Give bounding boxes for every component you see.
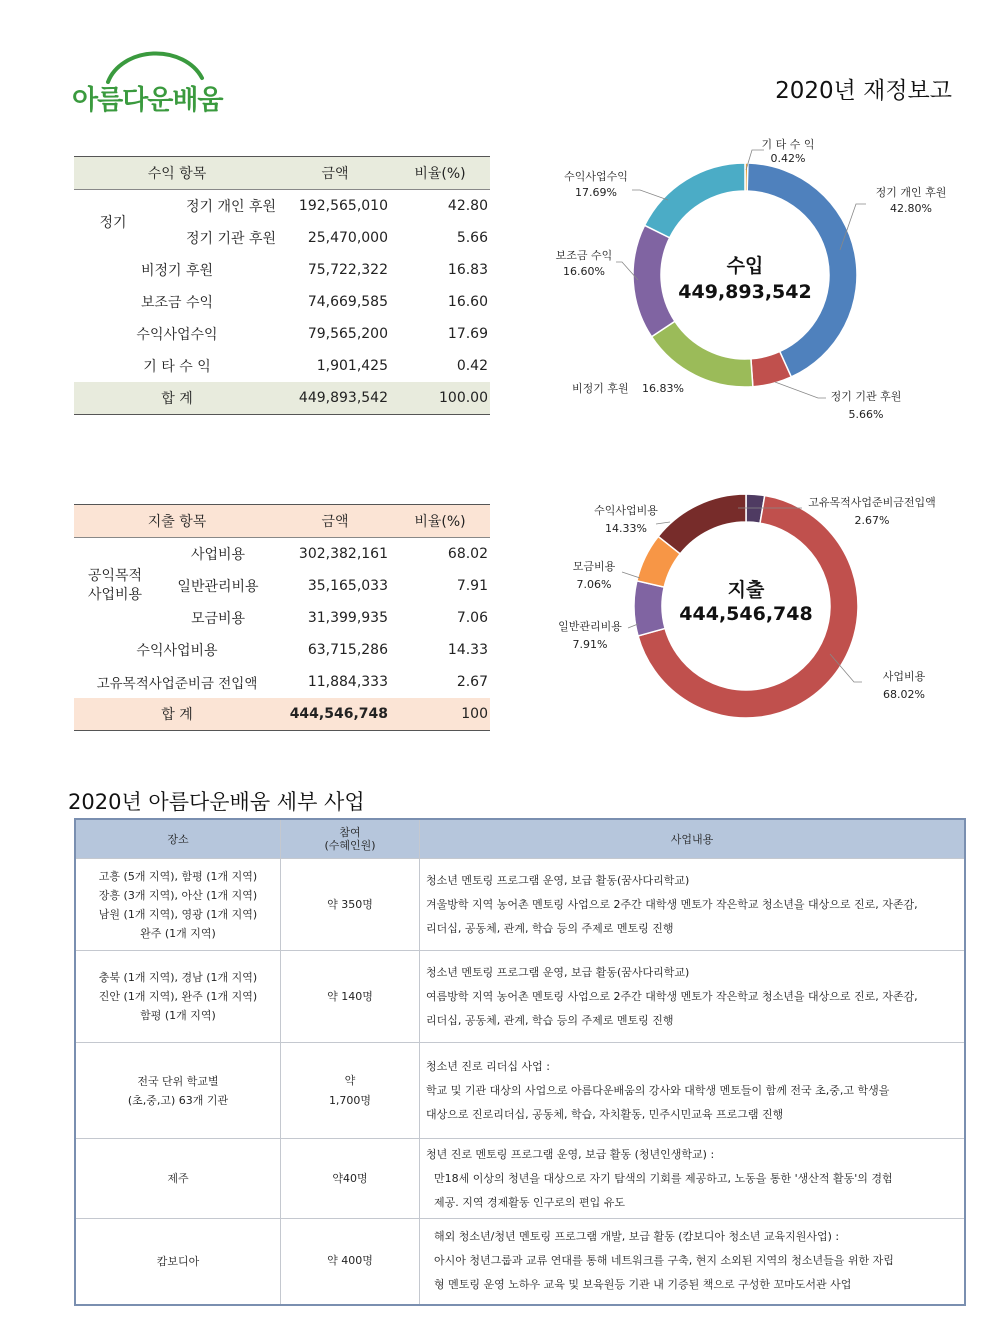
expense-label-name: 일반관리비용 bbox=[558, 620, 622, 633]
expense-donut-chart bbox=[520, 482, 980, 732]
income-row-amount: 192,565,010 bbox=[298, 198, 388, 214]
table-row bbox=[74, 190, 490, 223]
income-header-ratio: 비율(%) bbox=[390, 157, 490, 190]
detail-place-line: 충북 (1개 지역), 경남 (1개 지역) bbox=[98, 971, 258, 984]
expense-row-label: 수익사업비용 bbox=[136, 643, 218, 659]
income-row-ratio: 0.42 bbox=[456, 358, 488, 374]
table-row bbox=[75, 1139, 965, 1219]
income-row-amount: 75,722,322 bbox=[307, 262, 388, 278]
table-row bbox=[75, 1043, 965, 1139]
table-row bbox=[74, 538, 490, 571]
detail-place-cell bbox=[75, 859, 281, 951]
leader-line bbox=[622, 572, 640, 578]
expense-total-amount: 444,546,748 bbox=[280, 698, 390, 731]
detail-table-header bbox=[75, 819, 965, 859]
income-row-ratio: 5.66 bbox=[456, 230, 488, 246]
detail-content-line: 아시아 청년그룹과 교류 연대를 통해 네트워크를 구축, 현지 소외된 지역의 청소년들을 위한 자립 bbox=[434, 1254, 894, 1268]
table-row bbox=[74, 318, 490, 350]
expense-center-title: 지출 bbox=[727, 579, 765, 601]
income-label-name: 비정기 후원 bbox=[572, 382, 629, 395]
logo-text: 아름다운배움 bbox=[72, 85, 223, 116]
detail-header-participants bbox=[281, 819, 420, 859]
leader-line bbox=[775, 382, 826, 398]
income-table bbox=[74, 156, 490, 415]
detail-content-line: 겨울방학 지역 농어촌 멘토링 사업으로 2주간 대학생 멘토가 작은학교 청소년을 대상으로 진로, 자존감, bbox=[426, 897, 918, 911]
table-row bbox=[74, 286, 490, 318]
income-label-value: 0.42% bbox=[770, 152, 806, 165]
detail-place-line: 전국 단위 학교별 bbox=[137, 1074, 219, 1088]
income-label-name: 보조금 수익 bbox=[555, 249, 613, 262]
expense-row-ratio: 2.67 bbox=[456, 674, 488, 690]
expense-row-amount: 63,715,286 bbox=[307, 642, 388, 658]
expense-total-ratio: 100 bbox=[390, 698, 490, 731]
income-row-amount: 1,901,425 bbox=[316, 358, 388, 374]
detail-content-cell bbox=[420, 951, 966, 1043]
income-total-amount: 449,893,542 bbox=[280, 382, 390, 415]
expense-label-value: 14.33% bbox=[605, 522, 647, 535]
detail-content-line: 만18세 이상의 청년을 대상으로 자기 탐색의 기회를 제공하고, 노동을 통한 '생산적 활동'의 경험 bbox=[434, 1171, 893, 1185]
expense-row-label: 고유목적사업준비금 전입액 bbox=[96, 676, 258, 692]
expense-label-name: 모금비용 bbox=[572, 560, 616, 573]
expense-label-name: 사업비용 bbox=[882, 670, 926, 683]
detail-content-cell bbox=[420, 859, 966, 951]
detail-header-content: 사업내용 bbox=[420, 819, 966, 859]
detail-participants-cell bbox=[281, 1043, 420, 1139]
income-row-label: 정기 기관 후원 bbox=[185, 231, 277, 247]
income-header-amount: 금액 bbox=[280, 157, 390, 190]
expense-label-name: 수익사업비용 bbox=[594, 504, 658, 517]
expense-row-amount: 11,884,333 bbox=[307, 674, 388, 690]
detail-table bbox=[74, 818, 966, 1306]
income-row-label: 기 타 수 익 bbox=[143, 359, 211, 375]
detail-header-place: 장소 bbox=[75, 819, 281, 859]
income-label-value: 16.60% bbox=[563, 265, 605, 278]
income-row-label: 정기 개인 후원 bbox=[185, 199, 277, 215]
table-row bbox=[75, 859, 965, 951]
expense-row-amount: 31,399,935 bbox=[307, 610, 388, 626]
report-title: 2020년 재정보고 bbox=[775, 78, 952, 104]
income-row-ratio: 42.80 bbox=[447, 198, 488, 214]
expense-group-label bbox=[74, 538, 156, 635]
expense-group-label-line2: 사업비용 bbox=[87, 587, 143, 603]
income-row-ratio: 16.60 bbox=[447, 294, 488, 310]
detail-participants-line: 약 140명 bbox=[327, 989, 373, 1003]
expense-total-row bbox=[74, 698, 490, 731]
logo bbox=[72, 38, 223, 118]
income-row-amount: 79,565,200 bbox=[307, 326, 388, 342]
income-total-row bbox=[74, 382, 490, 415]
detail-place-line: 장흥 (3개 지역), 아산 (1개 지역) bbox=[98, 888, 258, 902]
income-label-value: 5.66% bbox=[848, 408, 884, 421]
income-group-label: 정기 bbox=[99, 215, 127, 231]
expense-label-name: 고유목적사업준비금전입액 bbox=[808, 496, 936, 509]
detail-participants-cell bbox=[281, 1139, 420, 1219]
expense-header-ratio: 비율(%) bbox=[390, 505, 490, 538]
expense-group-label-line1: 공익목적 bbox=[87, 568, 143, 584]
income-label-value: 42.80% bbox=[890, 202, 932, 215]
detail-place-line: 진안 (1개 지역), 완주 (1개 지역) bbox=[98, 990, 258, 1003]
detail-content-line: 제공. 지역 경제활동 인구로의 편입 유도 bbox=[434, 1195, 625, 1209]
donut-slice-4 bbox=[633, 225, 675, 336]
detail-place-line: 고흥 (5개 지역), 함평 (1개 지역) bbox=[98, 869, 258, 883]
donut-slice-2 bbox=[634, 581, 665, 636]
table-row bbox=[75, 951, 965, 1043]
table-row bbox=[74, 254, 490, 286]
detail-place-line: 제주 bbox=[167, 1172, 189, 1185]
detail-content-cell bbox=[420, 1219, 966, 1305]
expense-row-ratio: 7.06 bbox=[456, 610, 488, 626]
detail-participants-line: 약 400명 bbox=[327, 1254, 373, 1268]
table-row bbox=[74, 634, 490, 666]
detail-content-line: 청소년 멘토링 프로그램 운영, 보급 활동(꿈사다리학교) bbox=[426, 965, 690, 979]
detail-place-line: 남원 (1개 지역), 영광 (1개 지역) bbox=[98, 907, 258, 921]
income-center-title: 수입 bbox=[726, 255, 764, 277]
detail-place-cell bbox=[75, 1219, 281, 1305]
income-table-header bbox=[74, 157, 490, 190]
detail-participants-cell bbox=[281, 951, 420, 1043]
expense-row-ratio: 7.91 bbox=[456, 578, 488, 594]
donut-slice-4 bbox=[658, 494, 746, 554]
detail-content-line: 청소년 멘토링 프로그램 운영, 보급 활동(꿈사다리학교) bbox=[426, 873, 690, 887]
income-center-value: 449,893,542 bbox=[678, 281, 812, 303]
detail-content-line: 대상으로 진로리더십, 공동체, 학습, 자치활동, 민주시민교육 프로그램 진행 bbox=[426, 1107, 784, 1121]
detail-participants-line: 약 bbox=[344, 1073, 356, 1087]
income-label-name: 정기 개인 후원 bbox=[875, 186, 947, 199]
detail-place-cell bbox=[75, 1139, 281, 1219]
detail-section-title: 2020년 아름다운배움 세부 사업 bbox=[68, 790, 365, 814]
expense-row-label: 사업비용 bbox=[190, 547, 246, 563]
income-row-amount: 74,669,585 bbox=[307, 294, 388, 310]
detail-place-line: 완주 (1개 지역) bbox=[140, 926, 216, 940]
detail-participants-line: 약 350명 bbox=[327, 897, 373, 911]
detail-place-line: 함평 (1개 지역) bbox=[140, 1009, 216, 1022]
detail-content-line: 여름방학 지역 농어촌 멘토링 사업으로 2주간 대학생 멘토가 작은학교 청소년을 대상으로 진로, 자존감, bbox=[426, 989, 918, 1003]
income-label-name: 기 타 수 익 bbox=[761, 138, 815, 151]
detail-content-line: 학교 및 기관 대상의 사업으로 아름다운배움의 강사와 대학생 멘토들이 함께 전국 초,중,고 학생을 bbox=[426, 1083, 890, 1097]
detail-header-participants-line2: (수혜인원) bbox=[324, 839, 376, 852]
detail-content-line: 형 멘토링 운영 노하우 교육 및 보육원등 기관 내 기증된 책으로 구성한 꼬마도서관 사업 bbox=[434, 1278, 852, 1292]
income-row-ratio: 17.69 bbox=[447, 326, 488, 342]
expense-row-label: 모금비용 bbox=[190, 611, 246, 627]
detail-content-cell bbox=[420, 1043, 966, 1139]
detail-participants-cell bbox=[281, 1219, 420, 1305]
income-label-value: 17.69% bbox=[575, 186, 617, 199]
donut-slice-5 bbox=[645, 163, 745, 238]
expense-row-label: 일반관리비용 bbox=[177, 579, 259, 595]
detail-content-line: 청소년 진로 리더십 사업 : bbox=[426, 1059, 550, 1073]
income-row-ratio: 16.83 bbox=[447, 262, 488, 278]
table-row bbox=[74, 666, 490, 698]
expense-table-header bbox=[74, 505, 490, 538]
detail-place-line: 캄보디아 bbox=[156, 1254, 200, 1268]
detail-header-participants-line1: 참여 bbox=[339, 826, 361, 839]
detail-participants-line: 약40명 bbox=[332, 1171, 368, 1185]
expense-label-value: 7.06% bbox=[576, 578, 612, 591]
income-total-label: 합 계 bbox=[74, 382, 280, 415]
detail-place-cell bbox=[75, 951, 281, 1043]
expense-table bbox=[74, 504, 490, 731]
income-total-ratio: 100.00 bbox=[390, 382, 490, 415]
income-row-label: 수익사업수익 bbox=[136, 327, 218, 343]
detail-content-line: 리더십, 공동체, 관계, 학습 등의 주제로 멘토링 진행 bbox=[426, 1013, 674, 1027]
table-row bbox=[75, 1219, 965, 1305]
expense-center-value: 444,546,748 bbox=[679, 603, 813, 625]
detail-content-line: 청년 진로 멘토링 프로그램 운영, 보급 활동 (청년인생학교) : bbox=[426, 1147, 715, 1161]
expense-header-amount: 금액 bbox=[280, 505, 390, 538]
expense-row-ratio: 14.33 bbox=[447, 642, 488, 658]
detail-participants-cell bbox=[281, 859, 420, 951]
detail-place-cell bbox=[75, 1043, 281, 1139]
donut-slice-3 bbox=[652, 321, 753, 387]
income-label-name: 수익사업수익 bbox=[564, 170, 628, 183]
expense-label-value: 68.02% bbox=[883, 688, 925, 701]
income-label-name: 정기 기관 후원 bbox=[830, 390, 902, 403]
income-row-label: 비정기 후원 bbox=[140, 263, 214, 279]
expense-row-amount: 302,382,161 bbox=[298, 546, 388, 562]
detail-participants-line: 1,700명 bbox=[328, 1093, 372, 1107]
donut-slice-1 bbox=[747, 163, 857, 377]
income-label-value: 16.83% bbox=[642, 382, 684, 395]
income-row-amount: 25,470,000 bbox=[307, 230, 388, 246]
table-row bbox=[74, 350, 490, 382]
detail-content-cell bbox=[420, 1139, 966, 1219]
expense-row-amount: 35,165,033 bbox=[307, 578, 388, 594]
expense-total-label: 합 계 bbox=[74, 698, 280, 731]
income-donut-chart bbox=[520, 130, 980, 430]
expense-label-value: 7.91% bbox=[572, 638, 608, 651]
expense-header-item: 지출 항목 bbox=[74, 505, 280, 538]
detail-content-line: 리더십, 공동체, 관계, 학습 등의 주제로 멘토링 진행 bbox=[426, 921, 674, 935]
detail-content-line: 해외 청소년/청년 멘토링 프로그램 개발, 보급 활동 (캄보디아 청소년 교육지원사업) : bbox=[434, 1230, 840, 1244]
expense-row-ratio: 68.02 bbox=[447, 546, 488, 562]
income-row-label: 보조금 수익 bbox=[140, 295, 214, 311]
income-header-item: 수익 항목 bbox=[74, 157, 280, 190]
expense-label-value: 2.67% bbox=[854, 514, 890, 527]
detail-place-line: (초,중,고) 63개 기관 bbox=[127, 1093, 229, 1107]
leader-line bbox=[656, 522, 670, 524]
